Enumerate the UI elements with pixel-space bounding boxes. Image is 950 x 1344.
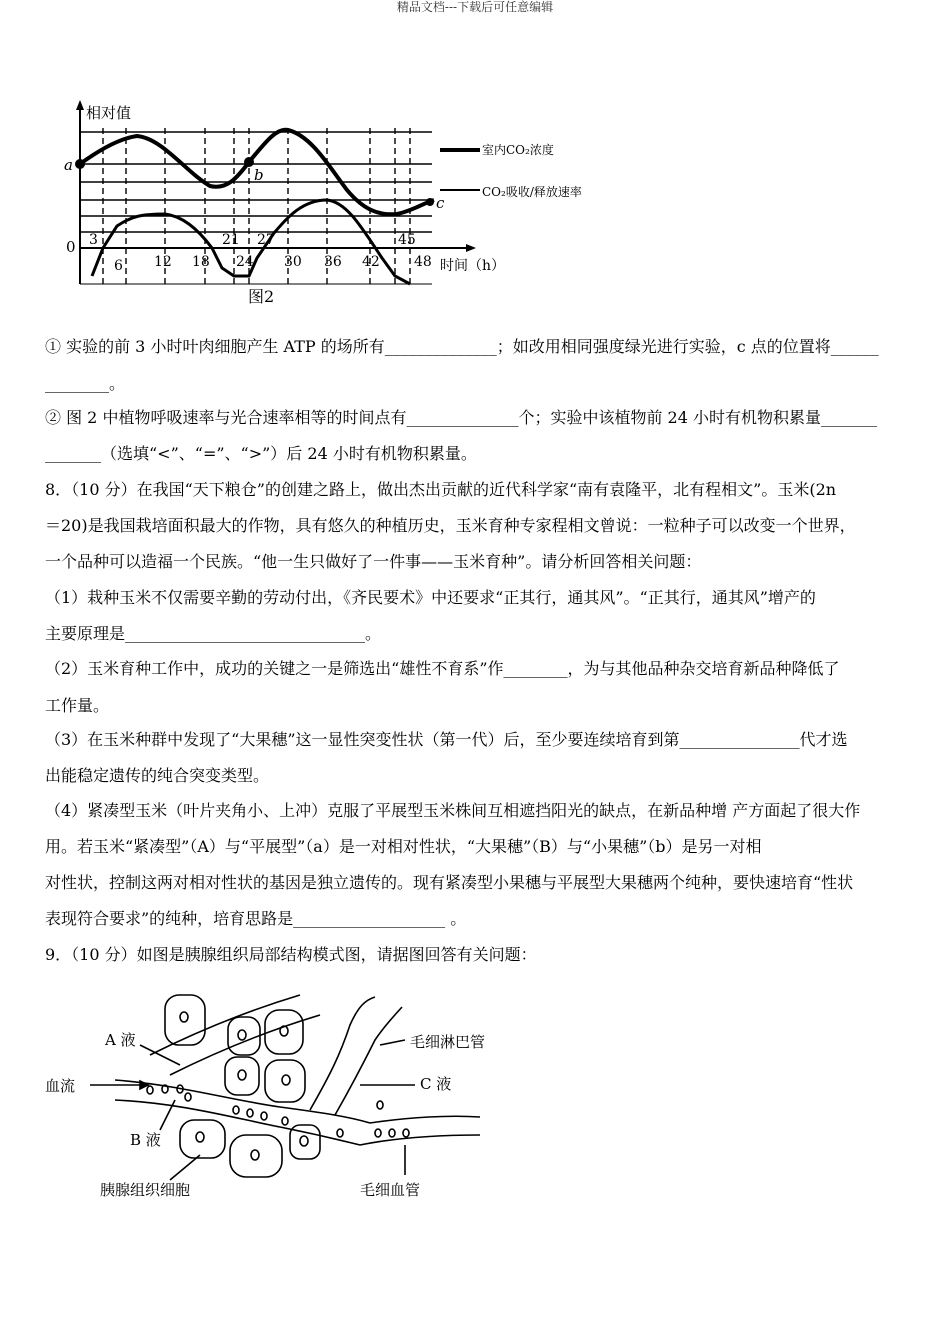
q8-4-line-4: 表现符合要求”的纯种，培育思路是___________________ 。 [45,909,467,928]
pancreas-cell [225,1057,259,1095]
point-c-label: c [436,194,445,212]
point-c-marker [426,198,434,206]
x-tick-12: 12 [154,254,172,270]
x-tick-36: 36 [324,254,342,270]
q7-line-2: ________。 [45,374,126,393]
label-a-liquid: A 液 [105,1031,136,1049]
q8-4-line-1: （4）紧凑型玉米（叶片夹角小、上冲）克服了平展型玉米株间互相遮挡阳光的缺点，在新品种增 产方面起了很大作 [45,801,861,820]
x-tick-27: 27 [257,232,275,248]
point-b-marker [244,157,254,167]
pancreas-cell [228,1017,260,1055]
label-c-liquid: C 液 [420,1075,452,1093]
x-tick-48: 48 [414,254,432,270]
q8-3-line-1: （3）在玉米种群中发现了“大果穗”这一显性突变性状（第一代）后，至少要连续培育到第_______________代才选 [45,730,848,749]
q8-1-line-1: （1）栽种玉米不仅需要辛勤的劳动付出，《齐民要术》中还要求“正其行，通其风”。“正其行，通其风”增产的 [45,588,816,607]
figure-2-chart [62,98,622,313]
x-tick-45: 45 [398,232,416,248]
q8-4-line-2: 用。若玉米“紧凑型”（A）与“平展型”（a）是一对相对性状，“大果穗”（B）与“小果穗”（b）是另一对相 [45,837,762,856]
label-pancreas-cell: 胰腺组织细胞 [100,1181,191,1199]
y-axis-label: 相对值 [86,104,132,122]
x-tick-21: 21 [222,232,240,248]
x-tick-18: 18 [192,254,210,270]
pancreas-cell [265,1060,305,1102]
point-a-marker [75,159,85,169]
q8-3-line-2: 出能稳定遗传的纯合突变类型。 [45,766,270,785]
q8-line-2: ＝20)是我国栽培面积最大的作物，具有悠久的种植历史，玉米育种专家程相文曾说：一粒种子可以改变一个世界， [45,516,856,535]
x-axis-unit: 时间（h） [440,258,506,274]
q7-line-4: _______（选填“<”、“=”、“>”）后 24 小时有机物积累量。 [45,444,477,463]
x-tick-42: 42 [362,254,380,270]
co2-rate-curve [92,200,410,284]
capillary-upper-wall [115,1080,370,1123]
point-a-label: a [64,156,73,174]
point-b-label: b [254,166,264,184]
x-tick-30: 30 [284,254,302,270]
q7-line-1: ① 实验的前 3 小时叶肉细胞产生 ATP 的场所有______________；如改用相同强度绿光进行实验，c 点的位置将______ [45,337,879,356]
label-b-liquid: B 液 [130,1131,161,1149]
x-tick-3: 3 [89,232,98,248]
arrow-lymph [380,1040,405,1045]
x-tick-24: 24 [236,254,254,270]
capillary-branch-right [360,1116,480,1145]
arrow-a-liquid [140,1045,180,1065]
label-blood-capillary: 毛细血管 [360,1181,421,1199]
lymph-capillary-wall-2 [310,997,402,1115]
page-header: 精品文档---下载后可任意编辑 [396,0,554,14]
label-blood-flow: 血流 [45,1077,76,1095]
label-lymph-capillary: 毛细淋巴管 [410,1033,486,1051]
arrow-pancreas-cell [170,1155,200,1180]
figure-2-caption: 图2 [248,287,275,306]
q8-line-1: 8．（10 分）在我国“天下粮仓”的创建之路上，做出杰出贡献的近代科学家“南有袁隆平，北有程相文”。玉米(2n [45,480,837,499]
figure-9-diagram [40,985,520,1210]
q8-4-line-3: 对性状，控制这两对相对性状的基因是独立遗传的。现有紧凑型小果穗与平展型大果穗两个纯种，要快速培育“性状 [45,873,854,892]
x-tick-6: 6 [114,258,123,274]
zero-label: 0 [66,238,76,256]
pancreas-cell [180,1120,225,1158]
y-axis-arrow [76,100,84,110]
legend-2-text: CO₂吸收/释放速率 [482,185,582,199]
q8-1-line-2: 主要原理是______________________________。 [45,624,382,643]
q8-2-line-2: 工作量。 [45,696,110,715]
q9-line-1: 9．（10 分）如图是胰腺组织局部结构模式图，请据图回答有关问题： [45,945,537,964]
legend-1-text: 室内CO₂浓度 [482,143,554,157]
q7-line-3: ② 图 2 中植物呼吸速率与光合速率相等的时间点有______________个；实验中该植物前 24 小时有机物积累量_______ [45,408,877,427]
pancreas-cell [230,1135,282,1177]
x-axis-arrow [466,244,476,252]
q8-line-3: 一个品种可以造福一个民族。“他一生只做好了一件事——玉米育种”。请分析回答相关问题： [45,552,702,571]
q8-2-line-1: （2）玉米育种工作中，成功的关键之一是筛选出“雄性不育系”作________，为与其他品种杂交培育新品种降低了 [45,659,840,678]
